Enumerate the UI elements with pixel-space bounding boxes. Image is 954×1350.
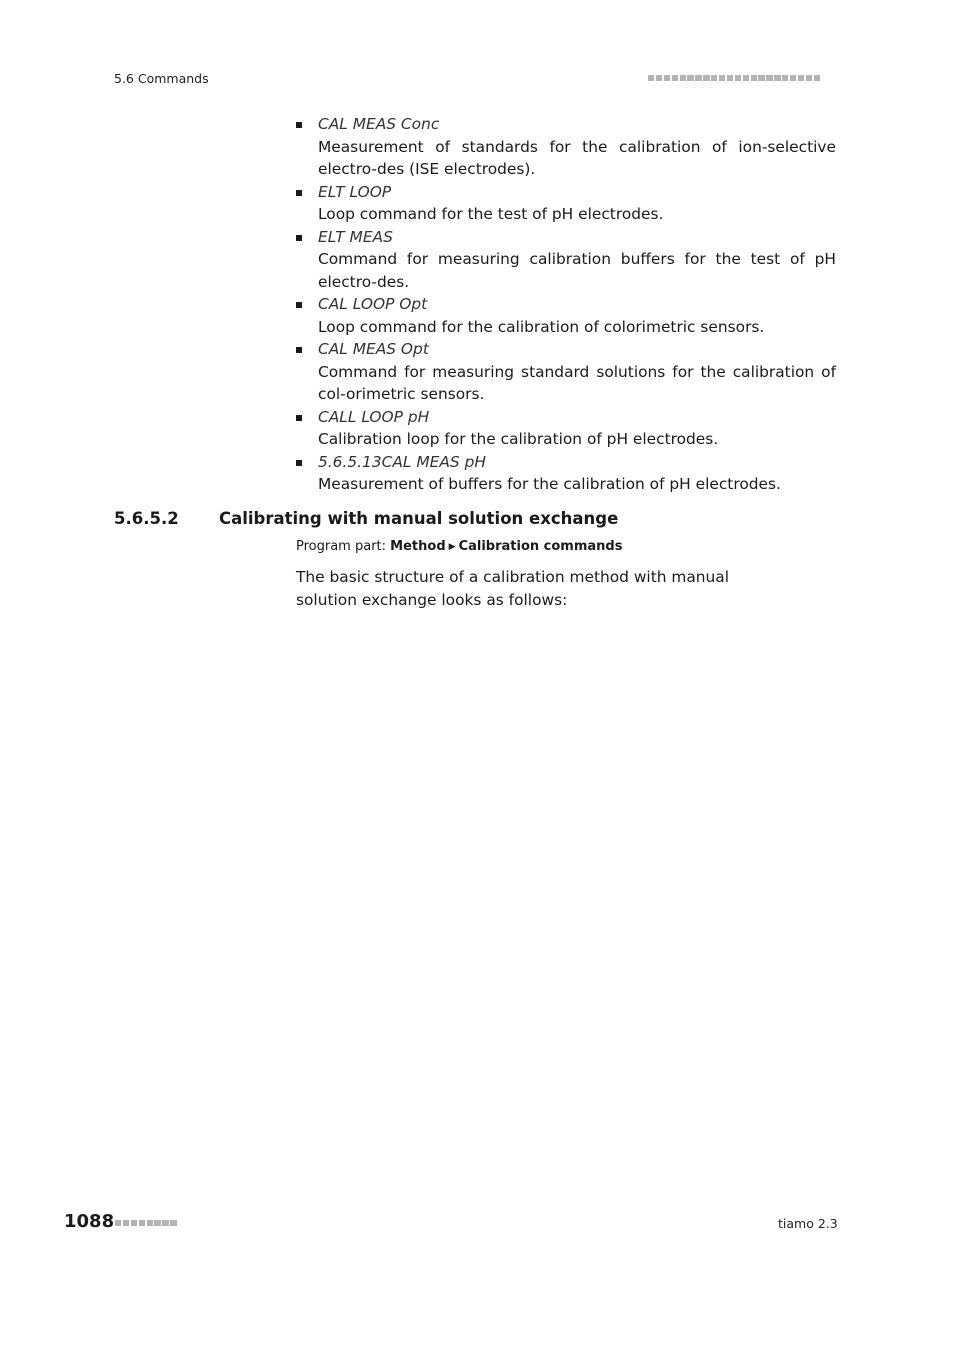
command-name: ELT LOOP: [318, 182, 392, 201]
running-header-section: 5.6 Commands: [114, 71, 209, 86]
triangle-right-icon: ▶: [448, 542, 456, 552]
page-number: 1088: [64, 1211, 115, 1232]
command-description: Measurement of buffers for the calibration of pH electrodes.: [318, 475, 781, 493]
square-bullet-icon: [296, 122, 302, 128]
list-item: [296, 406, 836, 451]
program-part-calibration: Calibration commands: [458, 539, 623, 554]
section-intro-paragraph: The basic structure of a calibration method with manual solution exchange looks as follows:: [296, 568, 730, 609]
list-item: [296, 226, 836, 294]
list-item: [296, 113, 836, 181]
product-version: tiamo 2.3: [778, 1216, 838, 1231]
command-list: [296, 113, 836, 496]
square-bullet-icon: [296, 415, 302, 421]
section-number: 5.6.5.2: [114, 509, 179, 528]
list-item: [296, 293, 836, 338]
square-bullet-icon: [296, 347, 302, 353]
header-decoration: [648, 75, 820, 81]
program-part-path: [296, 539, 622, 554]
section-title: Calibrating with manual solution exchange: [219, 509, 619, 528]
command-description: Command for measuring standard solutions for the calibration of col-orimetric sensors.: [318, 362, 836, 403]
list-item: [296, 338, 836, 406]
command-description: Measurement of standards for the calibration of ion-selective electro-des (ISE electrodes).: [318, 137, 836, 178]
list-item: [296, 451, 836, 496]
command-name: 5.6.5.13CAL MEAS pH: [318, 452, 486, 471]
square-bullet-icon: [296, 235, 302, 241]
square-bullet-icon: [296, 190, 302, 196]
square-bullet-icon: [296, 302, 302, 308]
command-description: Command for measuring calibration buffers for the test of pH electro-des.: [318, 250, 836, 291]
command-name: CAL MEAS Opt: [318, 340, 429, 358]
program-part-method: Method: [390, 539, 446, 554]
program-part-label: Program part:: [296, 539, 387, 554]
command-name: CAL MEAS Conc: [318, 115, 440, 133]
command-name: CALL LOOP pH: [318, 407, 430, 426]
footer-decoration: [115, 1220, 177, 1226]
command-name: CAL LOOP Opt: [318, 295, 428, 313]
square-bullet-icon: [296, 460, 302, 466]
command-description: Loop command for the calibration of colorimetric sensors.: [318, 317, 765, 336]
command-description: Loop command for the test of pH electrodes.: [318, 205, 664, 223]
list-item: [296, 181, 836, 226]
command-name: ELT MEAS: [318, 227, 393, 246]
command-description: Calibration loop for the calibration of pH electrodes.: [318, 430, 719, 448]
